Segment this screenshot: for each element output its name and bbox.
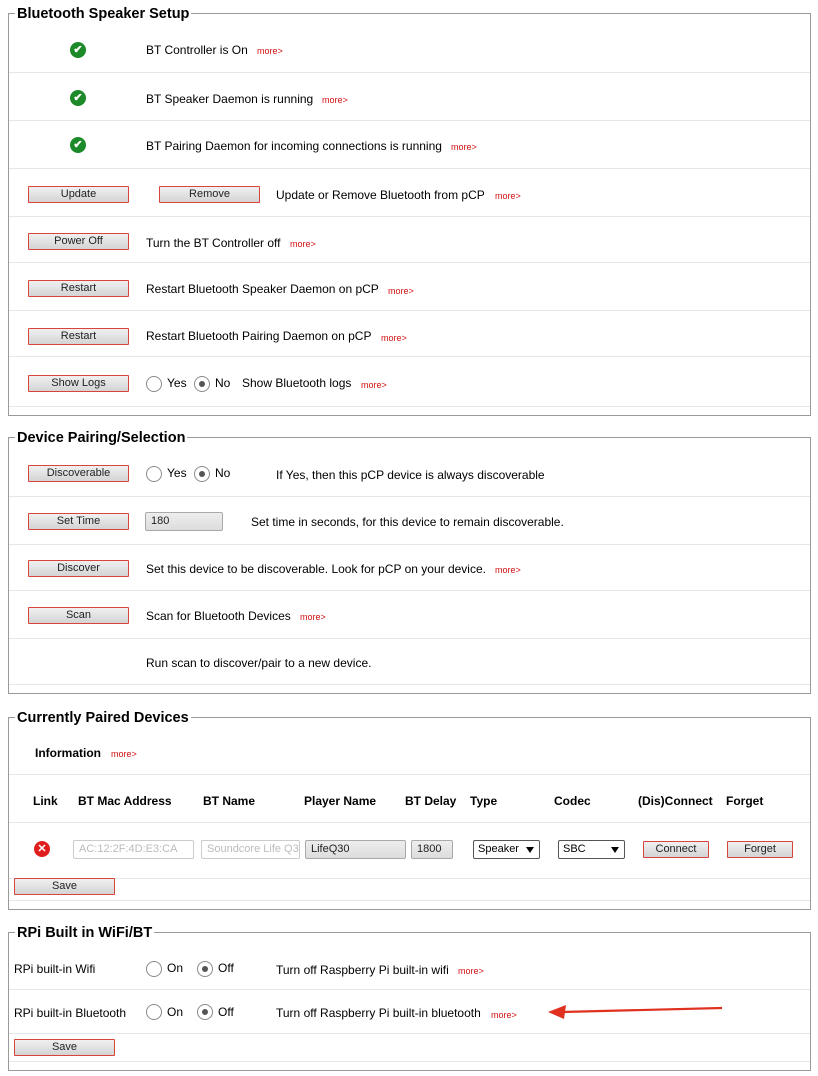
- set-time-description: Set time in seconds, for this device to remain discoverable.: [251, 515, 564, 529]
- more-link[interactable]: more>: [495, 191, 521, 201]
- status-pairing-daemon: BT Pairing Daemon for incoming connections is running: [146, 139, 442, 153]
- discover-button[interactable]: Discover: [28, 560, 129, 577]
- set-time-input[interactable]: 180: [145, 512, 223, 531]
- disconnected-icon: ✕: [34, 841, 50, 857]
- more-link[interactable]: more>: [290, 239, 316, 249]
- on-label: On: [167, 1005, 184, 1019]
- bluetooth-off-radio[interactable]: [197, 1004, 213, 1020]
- type-value: Speaker: [478, 843, 519, 855]
- save-button[interactable]: Save: [14, 1039, 115, 1056]
- more-link[interactable]: more>: [381, 333, 407, 343]
- header-connect: (Dis)Connect: [638, 794, 713, 808]
- bt-delay-input[interactable]: 1800: [411, 840, 453, 859]
- discoverable-description: If Yes, then this pCP device is always discoverable: [276, 468, 545, 482]
- more-link[interactable]: more>: [322, 95, 348, 105]
- type-select[interactable]: [473, 840, 540, 859]
- codec-select[interactable]: [558, 840, 625, 859]
- wifi-off-radio[interactable]: [197, 961, 213, 977]
- more-link[interactable]: more>: [388, 286, 414, 296]
- scan-note-row: [9, 638, 810, 685]
- power-off-description: Turn the BT Controller off: [146, 236, 281, 250]
- discoverable-yes-radio[interactable]: [146, 466, 162, 482]
- yes-label: Yes: [167, 376, 187, 390]
- information-label: Information: [35, 746, 101, 760]
- player-name-input[interactable]: LifeQ30: [305, 840, 406, 859]
- wifi-label: RPi built-in Wifi: [14, 962, 96, 976]
- discoverable-button[interactable]: Discoverable: [28, 465, 129, 482]
- status-row-speaker-daemon: [9, 72, 810, 121]
- header-delay: BT Delay: [405, 794, 457, 808]
- remove-button[interactable]: Remove: [159, 186, 260, 203]
- more-link[interactable]: more>: [300, 612, 326, 622]
- chevron-down-icon: [611, 847, 619, 853]
- section-title: RPi Built in WiFi/BT: [17, 925, 153, 941]
- restart-pairing-description: Restart Bluetooth Pairing Daemon on pCP: [146, 329, 372, 343]
- status-speaker-daemon: BT Speaker Daemon is running: [146, 92, 314, 106]
- more-link[interactable]: more>: [361, 380, 387, 390]
- bluetooth-on-radio[interactable]: [146, 1004, 162, 1020]
- more-link[interactable]: more>: [451, 142, 477, 152]
- yes-label: Yes: [167, 466, 187, 480]
- poweroff-row: [9, 216, 810, 263]
- show-logs-description: Show Bluetooth logs: [242, 376, 352, 390]
- save-row: [9, 878, 810, 901]
- discover-description: Set this device to be discoverable. Look for pCP on your device.: [146, 562, 486, 576]
- wifi-on-radio[interactable]: [146, 961, 162, 977]
- section-title: Bluetooth Speaker Setup: [17, 6, 190, 22]
- restart-pairing-button[interactable]: Restart: [28, 328, 129, 345]
- scan-button[interactable]: Scan: [28, 607, 129, 624]
- forget-button[interactable]: Forget: [727, 841, 793, 858]
- section-device-pairing: [8, 430, 811, 694]
- save-button[interactable]: Save: [14, 878, 115, 895]
- header-link: Link: [33, 794, 58, 808]
- restart-pairing-row: [9, 310, 810, 357]
- off-label: Off: [218, 961, 234, 975]
- show-logs-no-radio[interactable]: [194, 376, 210, 392]
- more-link[interactable]: more>: [458, 966, 484, 976]
- more-link[interactable]: more>: [257, 46, 283, 56]
- header-name: BT Name: [203, 794, 256, 808]
- discoverable-no-radio[interactable]: [194, 466, 210, 482]
- header-type: Type: [470, 794, 498, 808]
- check-icon: ✔: [70, 42, 86, 58]
- section-title: Device Pairing/Selection: [17, 430, 186, 446]
- header-forget: Forget: [726, 794, 764, 808]
- codec-value: SBC: [563, 843, 586, 855]
- show-logs-button[interactable]: Show Logs: [28, 375, 129, 392]
- section-bluetooth-speaker-setup: [8, 6, 811, 416]
- header-player: Player Name: [304, 794, 377, 808]
- more-link[interactable]: more>: [111, 749, 137, 759]
- save-row: [9, 1033, 810, 1062]
- more-link[interactable]: more>: [495, 565, 521, 575]
- status-row-controller: [9, 26, 810, 73]
- wifi-description: Turn off Raspberry Pi built-in wifi: [276, 963, 449, 977]
- update-button[interactable]: Update: [28, 186, 129, 203]
- power-off-button[interactable]: Power Off: [28, 233, 129, 250]
- bt-name-field: Soundcore Life Q3: [201, 840, 300, 859]
- bluetooth-label: RPi built-in Bluetooth: [14, 1006, 127, 1020]
- restart-speaker-button[interactable]: Restart: [28, 280, 129, 297]
- scan-row: [9, 590, 810, 639]
- restart-speaker-description: Restart Bluetooth Speaker Daemon on pCP: [146, 282, 379, 296]
- header-mac: BT Mac Address: [78, 794, 172, 808]
- scan-note: Run scan to discover/pair to a new device.: [146, 656, 372, 670]
- chevron-down-icon: [526, 847, 534, 853]
- show-logs-yes-radio[interactable]: [146, 376, 162, 392]
- off-label: Off: [218, 1005, 234, 1019]
- update-description: Update or Remove Bluetooth from pCP: [276, 188, 485, 202]
- check-icon: ✔: [70, 90, 86, 106]
- no-label: No: [215, 466, 231, 480]
- scan-description: Scan for Bluetooth Devices: [146, 609, 291, 623]
- status-controller: BT Controller is On: [146, 43, 248, 57]
- bluetooth-description: Turn off Raspberry Pi built-in bluetooth: [276, 1006, 481, 1020]
- annotation-arrow-icon: [540, 998, 730, 1022]
- on-label: On: [167, 961, 184, 975]
- header-codec: Codec: [554, 794, 591, 808]
- no-label: No: [215, 376, 231, 390]
- more-link[interactable]: more>: [491, 1010, 517, 1020]
- mac-address-field: AC:12:2F:4D:E3:CA: [73, 840, 194, 859]
- connect-button[interactable]: Connect: [643, 841, 709, 858]
- showlogs-row: [9, 356, 810, 407]
- section-paired-devices: [8, 710, 811, 910]
- check-icon: ✔: [70, 137, 86, 153]
- section-title: Currently Paired Devices: [17, 710, 189, 726]
- set-time-button[interactable]: Set Time: [28, 513, 129, 530]
